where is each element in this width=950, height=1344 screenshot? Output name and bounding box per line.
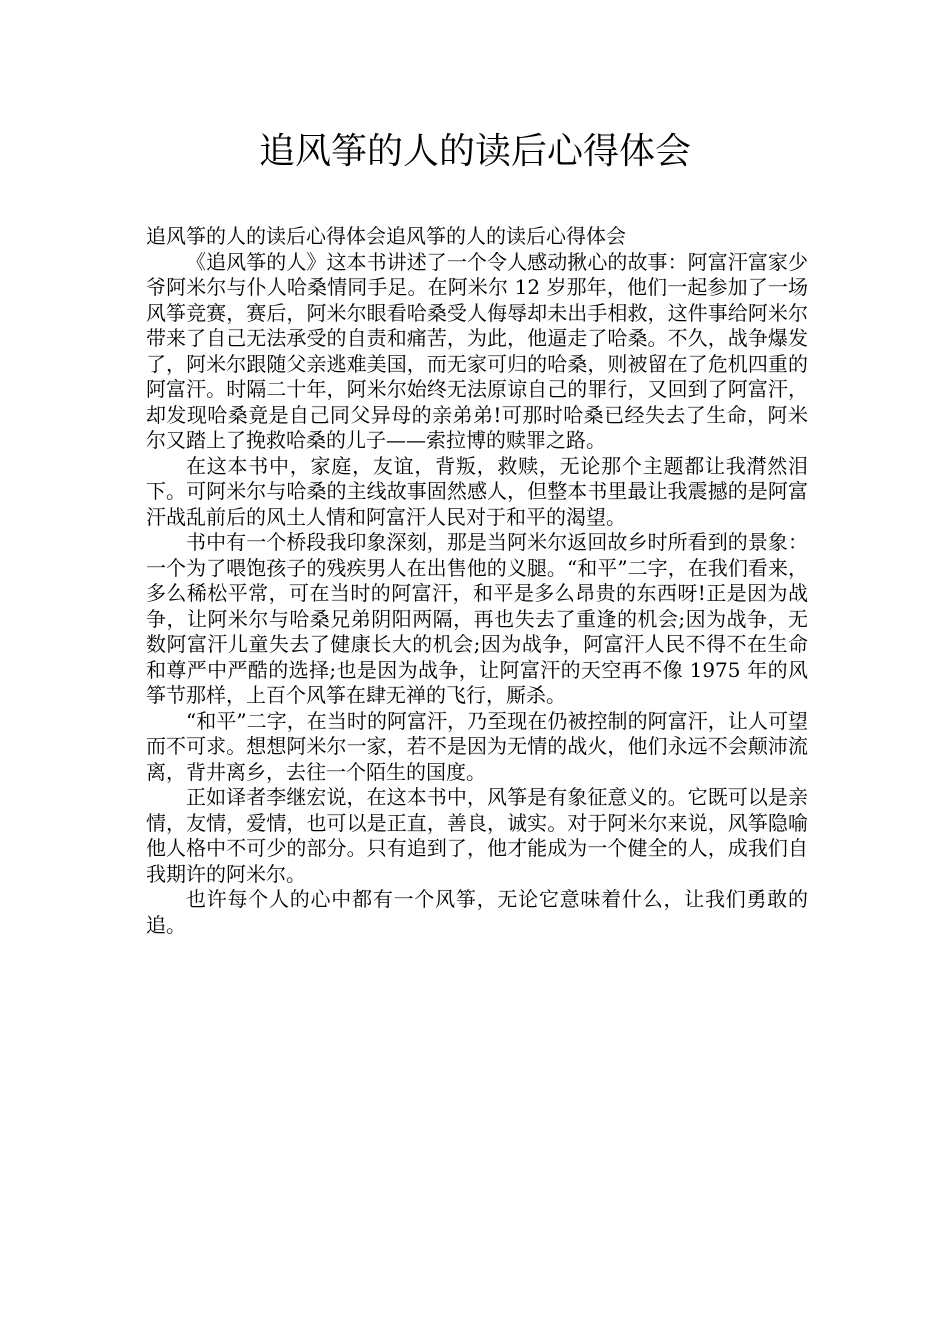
paragraph-1: 《追风筝的人》这本书讲述了一个令人感动揪心的故事：阿富汗富家少爷阿米尔与仆人哈桑情同手足。在阿米尔 12 岁那年，他们一起参加了一场风筝竞赛，赛后，阿米尔眼看哈桑受人侮辱却未出手相救，这件事给阿米尔带来了自己无法承受的自责和痛苦，为此，他逼走了哈桑。不久，战争爆发了，阿米尔跟随父亲逃难美国，而无家可归的哈桑，则被留在了危机四重的阿富汗。时隔二十年，阿米尔始终无法原谅自己的罪行，又回到了阿富汗，却发现哈桑竟是自己同父异母的亲弟弟!可那时哈桑已经失去了生命，阿米尔又踏上了挽救哈桑的儿子——索拉博的赎罪之路。 (146, 249, 808, 452)
paragraph-3: 书中有一个桥段我印象深刻，那是当阿米尔返回故乡时所看到的景象：一个为了喂饱孩子的残疾男人在出售他的义腿。“和平”二字，在我们看来，多么稀松平常，可在当时的阿富汗，和平是多么昂贵的东西呀!正是因为战争，让阿米尔与哈桑兄弟阴阳两隔，再也失去了重逢的机会;因为战争，无数阿富汗儿童失去了健康长大的机会;因为战争，阿富汗人民不得不在生命和尊严中严酷的选择;也是因为战争，让阿富汗的天空再不像 1975 年的风筝节那样，上百个风筝在肆无禅的飞行，厮杀。 (146, 530, 808, 707)
document-title: 追风筝的人的读后心得体会 (258, 131, 691, 172)
paragraph-5: 正如译者李继宏说，在这本书中，风筝是有象征意义的。它既可以是亲情，友情，爱情，也可以是正直，善良，诚实。对于阿米尔来说，风筝隐喻他人格中不可少的部分。只有追到了，他才能成为一个健全的人，成我们自我期许的阿米尔。 (146, 785, 808, 886)
paragraph-4: “和平”二字，在当时的阿富汗，乃至现在仍被控制的阿富汗，让人可望而不可求。想想阿米尔一家，若不是因为无情的战火，他们永远不会颠沛流离，背井离乡，去往一个陌生的国度。 (146, 708, 808, 784)
lead-line: 追风筝的人的读后心得体会追风筝的人的读后心得体会 (146, 224, 626, 248)
document-body (146, 224, 808, 938)
paragraph-6: 也许每个人的心中都有一个风筝，无论它意味着什么，让我们勇敢的追。 (146, 887, 808, 937)
paragraph-2: 在这本书中，家庭，友谊，背叛，救赎，无论那个主题都让我潸然泪下。可阿米尔与哈桑的主线故事固然感人，但整本书里最让我震撼的是阿富汗战乱前后的风土人情和阿富汗人民对于和平的渴望。 (146, 453, 808, 529)
